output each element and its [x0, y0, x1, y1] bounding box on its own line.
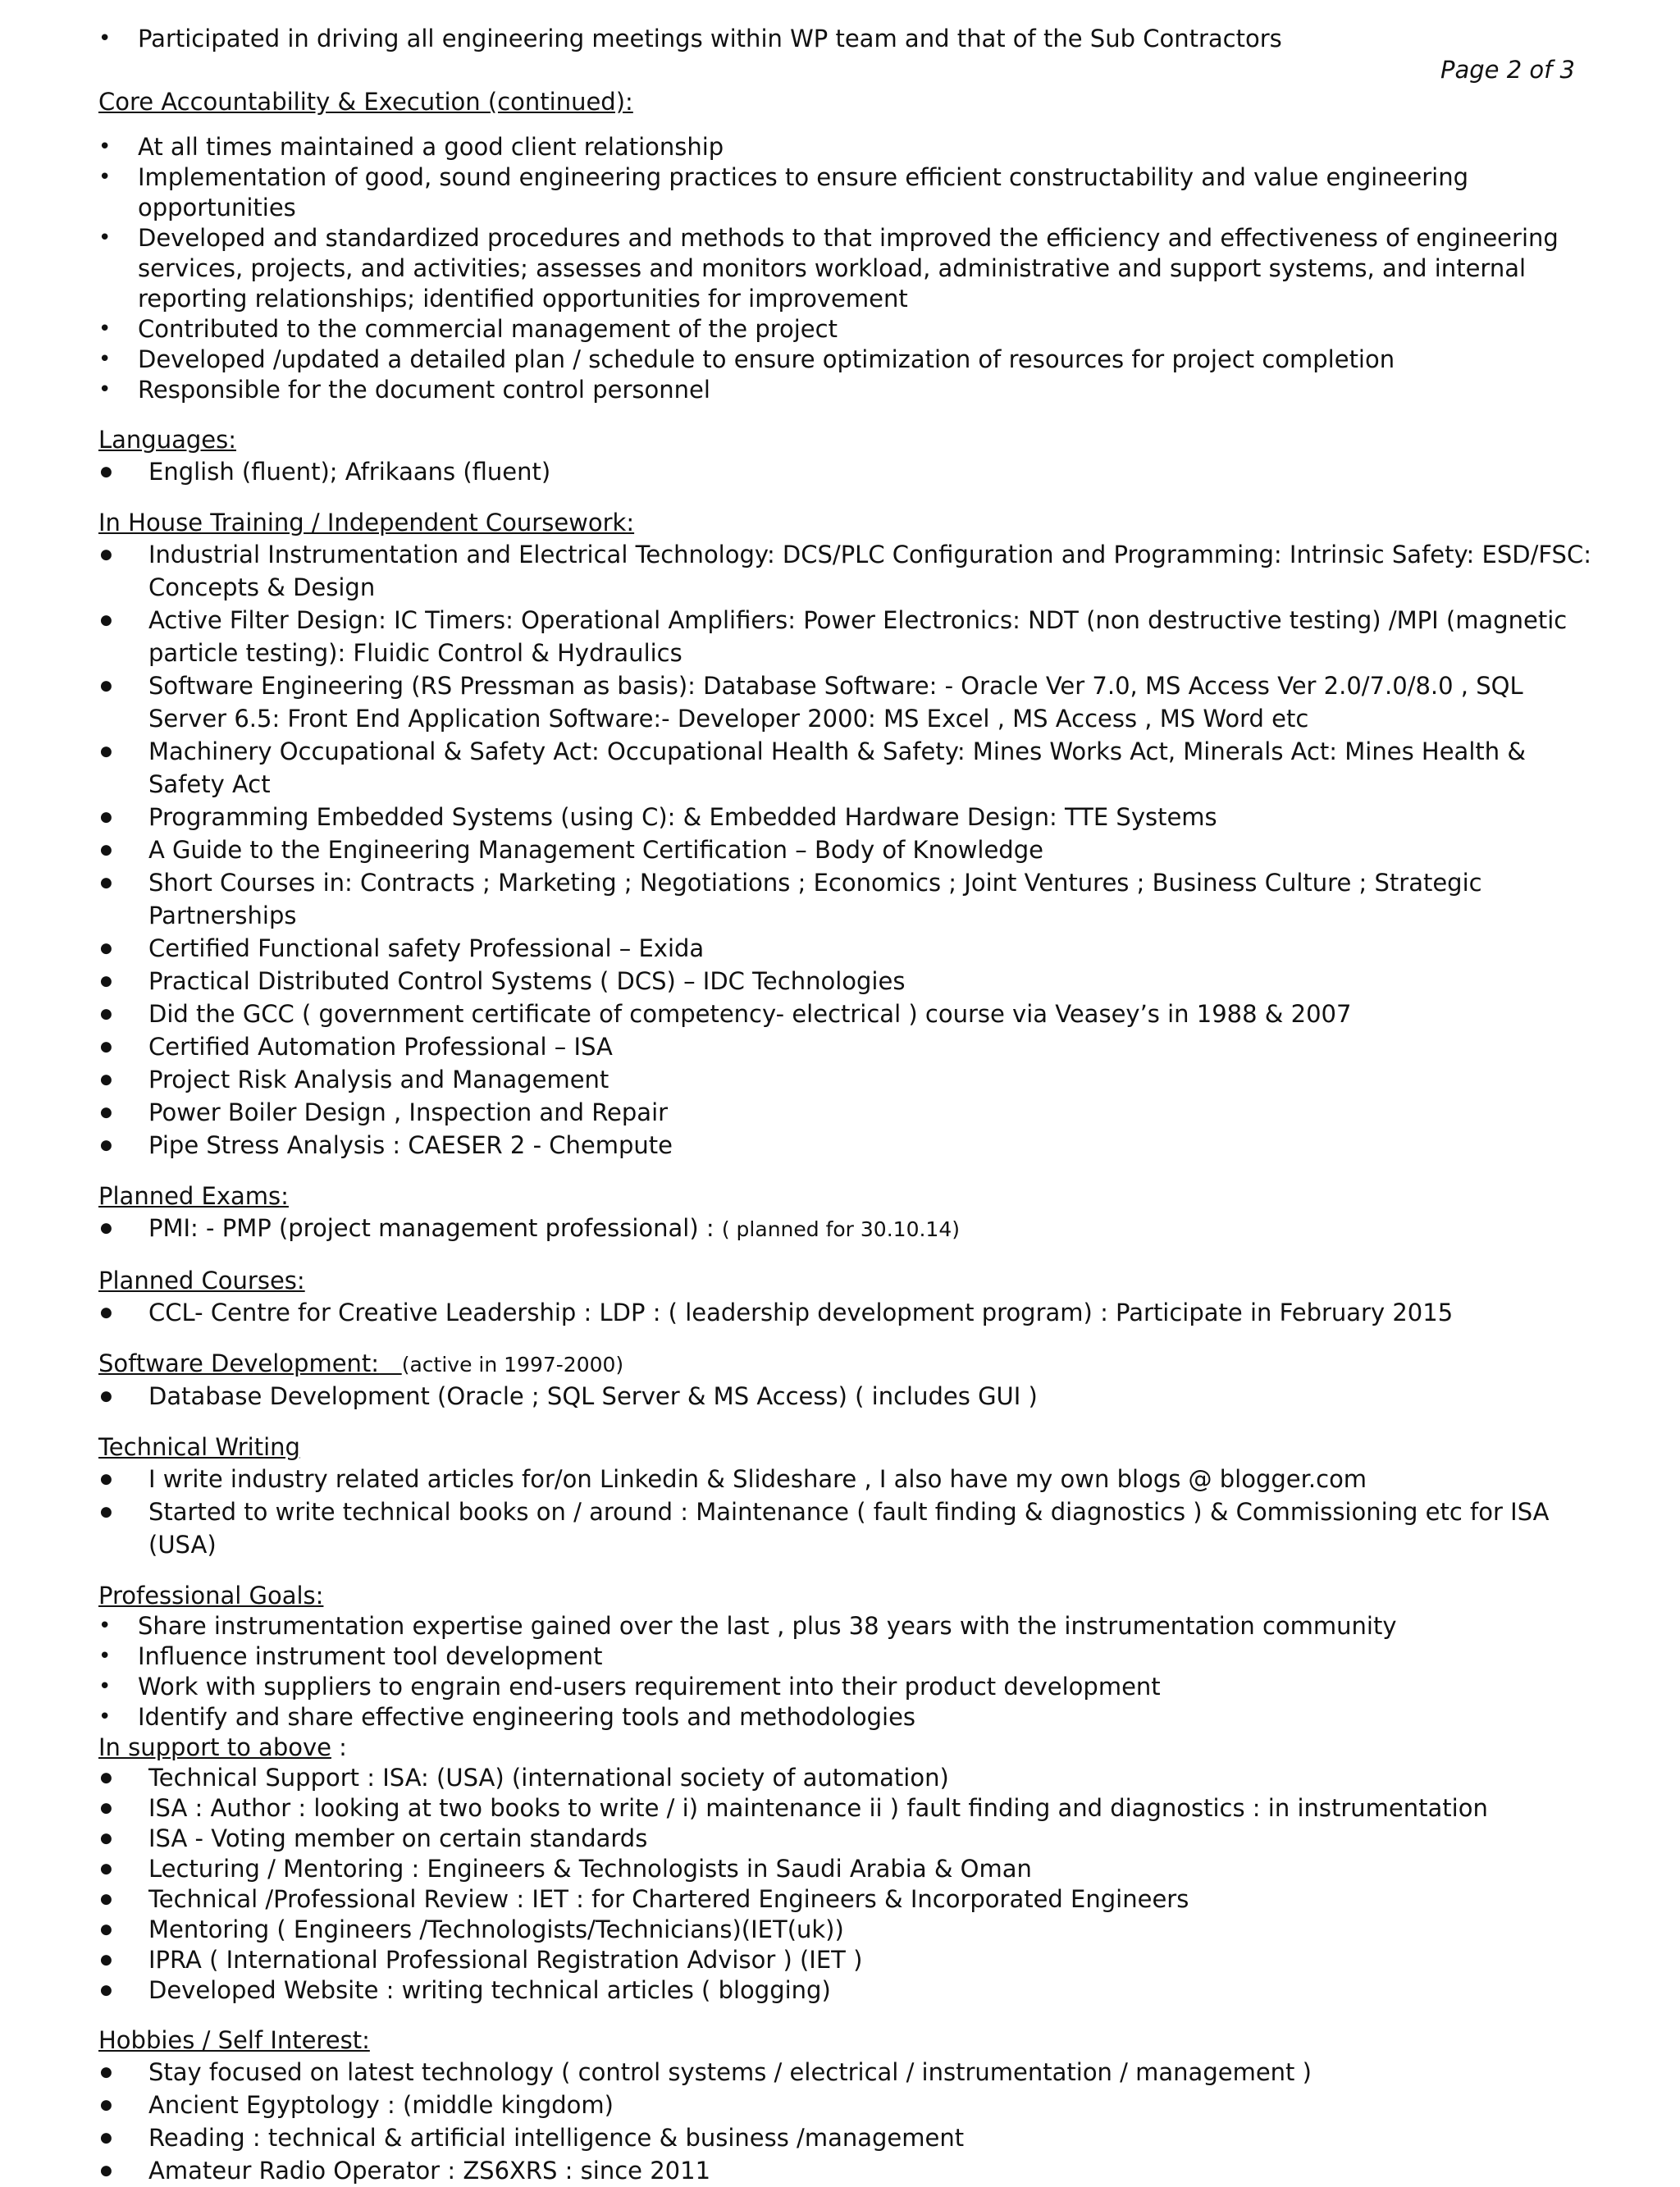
list-item: • Participated in driving all engineering meetings within WP team and that of the Sub Contractors [98, 24, 1575, 54]
hobbies-list [98, 2056, 1591, 2187]
section-heading-software [98, 1349, 1591, 1380]
goals-section [98, 1581, 1591, 1733]
list-item: ● Pipe Stress Analysis : CAESER 2 - Chempute [98, 1129, 1591, 1162]
section-heading-support [98, 1733, 1591, 1763]
list-item: ● Practical Distributed Control Systems ( DCS) – IDC Technologies [98, 965, 1591, 998]
section-heading-writing: Technical Writing [98, 1433, 300, 1461]
list-item: • Identify and share effective engineering tools and methodologies [98, 1702, 1591, 1733]
list-item: • Implementation of good, sound engineering practices to ensure efficient constructability and value engineering opportunities [98, 162, 1591, 223]
hobbies-section [98, 2025, 1591, 2187]
top-bullet-list [98, 24, 1575, 54]
exams-list [98, 1212, 1591, 1246]
software-list [98, 1380, 1591, 1413]
languages-section [98, 425, 1591, 488]
list-item: ● Started to write technical books on / around : Maintenance ( fault finding & diagnostics ) & Commissioning etc for ISA (USA) [98, 1495, 1591, 1561]
list-item: ● Active Filter Design: IC Timers: Operational Amplifiers: Power Electronics: NDT (non destructive testing) /MPI (magnetic particle testing): Fluidic Control & Hydraulics [98, 604, 1591, 669]
list-item: • Contributed to the commercial management of the project [98, 314, 1591, 345]
training-section [98, 508, 1591, 1162]
list-item: ● I write industry related articles for/on Linkedin & Slideshare , I also have my own blogs @ blogger.com [98, 1463, 1591, 1495]
list-item: ● ISA - Voting member on certain standards [98, 1824, 1591, 1854]
list-item: ● Certified Functional safety Professional – Exida [98, 932, 1591, 965]
list-item [98, 1212, 1591, 1246]
list-item: ● Software Engineering (RS Pressman as basis): Database Software: - Oracle Ver 7.0, MS Access Ver 2.0/7.0/8.0 , SQL Server 6.5: Front End Application Software:- Developer 2000: MS Excel , MS Access , MS Word etc [98, 669, 1591, 735]
list-item: ● Technical /Professional Review : IET : for Chartered Engineers & Incorporated Engineers [98, 1884, 1591, 1915]
list-item: ● Certified Automation Professional – ISA [98, 1030, 1591, 1063]
resume-content [98, 87, 1591, 2187]
list-item: ● Power Boiler Design , Inspection and Repair [98, 1096, 1591, 1129]
exam-date-note: ( planned for 30.10.14) [721, 1217, 960, 1241]
section-heading-courses: Planned Courses: [98, 1267, 305, 1294]
support-heading-text: In support to above [98, 1733, 331, 1761]
training-list [98, 538, 1591, 1162]
list-item: • Developed /updated a detailed plan / schedule to ensure optimization of resources for project completion [98, 345, 1591, 375]
section-heading-core: Core Accountability & Execution (continued): [98, 88, 633, 116]
list-item: • At all times maintained a good client relationship [98, 132, 1591, 162]
list-item: ● English (fluent); Afrikaans (fluent) [98, 455, 1591, 488]
list-item: ● A Guide to the Engineering Management Certification – Body of Knowledge [98, 833, 1591, 866]
languages-list [98, 455, 1591, 488]
support-section [98, 1733, 1591, 2006]
list-item: ● Mentoring ( Engineers /Technologists/Technicians)(IET(uk)) [98, 1915, 1591, 1945]
list-item: • Influence instrument tool development [98, 1641, 1591, 1672]
courses-list [98, 1296, 1591, 1329]
list-item: • Work with suppliers to engrain end-users requirement into their product development [98, 1672, 1591, 1702]
list-item: ● Industrial Instrumentation and Electrical Technology: DCS/PLC Configuration and Programming: Intrinsic Safety: ESD/FSC: Concepts & Design [98, 538, 1591, 604]
list-item: ● Machinery Occupational & Safety Act: Occupational Health & Safety: Mines Works Act, Minerals Act: Mines Health & Safety Act [98, 735, 1591, 801]
support-list [98, 1763, 1591, 2006]
list-item: ● Amateur Radio Operator : ZS6XRS : since 2011 [98, 2154, 1591, 2187]
list-item: ● Database Development (Oracle ; SQL Server & MS Access) ( includes GUI ) [98, 1380, 1591, 1413]
support-heading-suffix: : [331, 1733, 347, 1761]
goals-list [98, 1611, 1591, 1733]
exam-name: PMI: - PMP (project management professional) : [148, 1214, 722, 1242]
list-item: ● Developed Website : writing technical articles ( blogging) [98, 1975, 1591, 2006]
list-item: ● ISA : Author : looking at two books to write / i) maintenance ii ) fault finding and diagnostics : in instrumentation [98, 1793, 1591, 1824]
list-item: ● Lecturing / Mentoring : Engineers & Technologists in Saudi Arabia & Oman [98, 1854, 1591, 1884]
page-number: Page 2 of 3 [1440, 56, 1575, 84]
software-heading-text: Software Development: [98, 1349, 380, 1377]
core-section [98, 87, 1591, 405]
list-item: ● Ancient Egyptology : (middle kingdom) [98, 2089, 1591, 2121]
section-heading-exams: Planned Exams: [98, 1182, 289, 1210]
section-heading-languages: Languages: [98, 426, 236, 454]
list-item: ● Short Courses in: Contracts ; Marketing ; Negotiations ; Economics ; Joint Ventures ; Business Culture ; Strategic Partnerships [98, 866, 1591, 932]
section-heading-training: In House Training / Independent Coursework: [98, 509, 635, 536]
list-item: • Developed and standardized procedures and methods to that improved the efficiency and effectiveness of engineering services, projects, and activities; assesses and monitors workload, administrative and support systems, and internal reporting relationships; identified opportunities for improvement [98, 223, 1591, 314]
section-heading-goals: Professional Goals: [98, 1582, 324, 1609]
core-list [98, 132, 1591, 405]
courses-section [98, 1266, 1591, 1329]
list-item: • Responsible for the document control personnel [98, 375, 1591, 405]
writing-list [98, 1463, 1591, 1561]
list-item: ● Technical Support : ISA: (USA) (international society of automation) [98, 1763, 1591, 1793]
writing-section [98, 1432, 1591, 1561]
software-active-note: (active in 1997-2000) [401, 1353, 624, 1377]
list-item: ● CCL- Centre for Creative Leadership : LDP : ( leadership development program) : Participate in February 2015 [98, 1296, 1591, 1329]
exams-section [98, 1181, 1591, 1246]
list-item: ● IPRA ( International Professional Registration Advisor ) (IET ) [98, 1945, 1591, 1975]
list-item: ● Programming Embedded Systems (using C): & Embedded Hardware Design: TTE Systems [98, 801, 1591, 833]
list-item: ● Reading : technical & artificial intelligence & business /management [98, 2121, 1591, 2154]
list-item: ● Did the GCC ( government certificate of competency- electrical ) course via Veasey’s in 1988 & 2007 [98, 998, 1591, 1030]
section-heading-hobbies: Hobbies / Self Interest: [98, 2026, 370, 2054]
list-item: ● Stay focused on latest technology ( control systems / electrical / instrumentation / management ) [98, 2056, 1591, 2089]
list-item: ● Project Risk Analysis and Management [98, 1063, 1591, 1096]
software-section [98, 1349, 1591, 1413]
list-item: • Share instrumentation expertise gained over the last , plus 38 years with the instrumentation community [98, 1611, 1591, 1641]
